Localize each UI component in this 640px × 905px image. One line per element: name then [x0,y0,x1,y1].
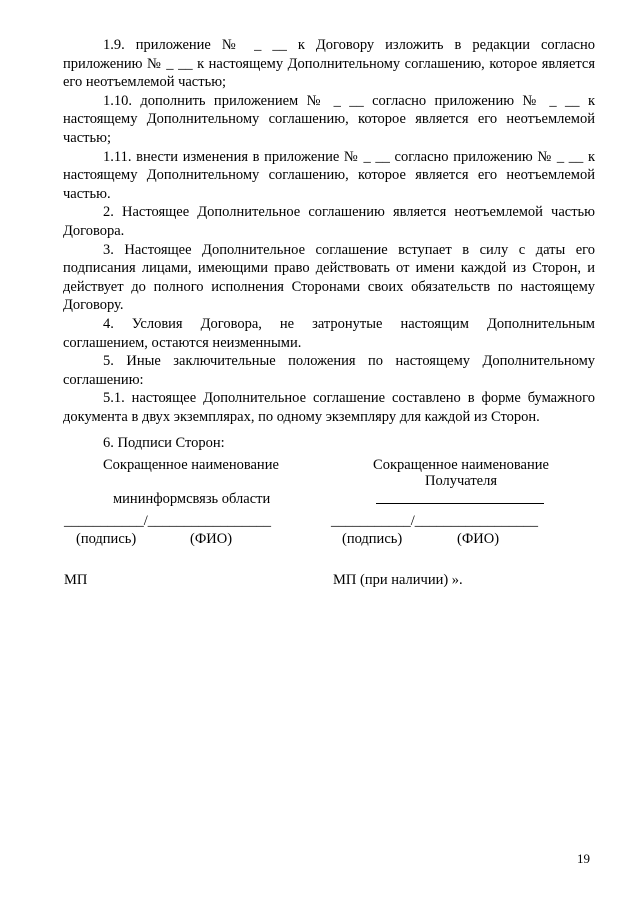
right-party-label-line2: Получателя [424,473,498,489]
right-stamp: МП (при наличии) ». [333,572,463,588]
right-signature-line: ___________/_________________ [331,513,539,529]
document-body [63,36,595,426]
right-name-caption: (ФИО) [457,531,500,547]
page-number: 19 [577,851,590,866]
left-signature-caption: (подпись) [76,531,137,547]
paragraph-1-11: 1.11. внести изменения в приложение № _ __ согласно приложению № _ __ к настоящему Дополнительному соглашению, которое является его неотъемлемой частью. [63,148,595,202]
left-name-caption: (ФИО) [190,531,233,547]
right-signature-caption: (подпись) [342,531,403,547]
paragraph-5-1: 5.1. настоящее Дополнительное соглашение составлено в форме бумажного документа в двух экземплярах, по одному экземпляру для каждой из Сторон. [63,390,595,425]
right-party-name-line [376,503,544,504]
left-party-name: мининформсвязь области [113,491,271,507]
signatures-title: 6. Подписи Сторон: [103,435,225,451]
paragraph-3: 3. Настоящее Дополнительное соглашение вступает в силу с даты его подписания лицами, имеющими право действовать от имени каждой из Сторон, и действует до полного исполнения Сторонами своих обязательств по настоящему Договору. [63,241,595,314]
left-party-label: Сокращенное наименование [103,457,279,473]
paragraph-1-10: 1.10. дополнить приложением № _ __ согласно приложению № _ __ к настоящему Дополнительному соглашению, которое является его неотъемлемой частью; [63,92,595,146]
left-signature-line: ___________/_________________ [64,513,272,529]
left-stamp: МП [64,572,88,588]
paragraph-2: 2. Настоящее Дополнительное соглашению является неотъемлемой частью Договора. [63,204,595,239]
paragraph-5: 5. Иные заключительные положения по настоящему Дополнительному соглашению: [63,353,595,388]
paragraph-4: 4. Условия Договора, не затронутые настоящим Дополнительным соглашением, остаются неизменными. [63,315,595,351]
paragraph-1-9: 1.9. приложение № _ __ к Договору изложить в редакции согласно приложению № _ __ к настоящему Дополнительному соглашению, которое является его неотъемлемой частью; [63,37,595,91]
right-party-label-line1: Сокращенное наименование [373,457,549,473]
